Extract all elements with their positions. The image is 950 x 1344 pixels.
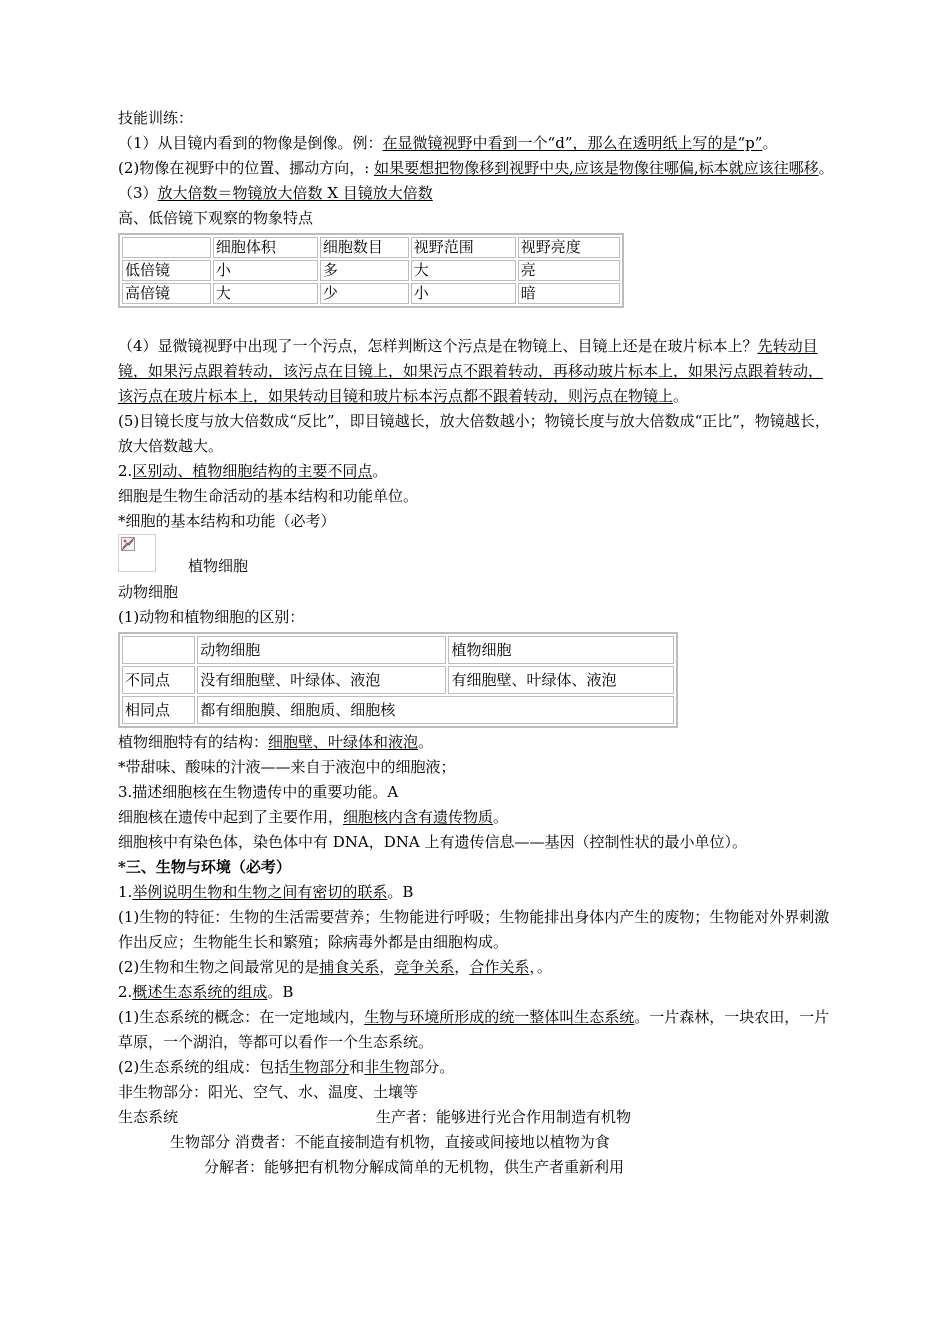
- nucleus-role: 细胞核在遗传中起到了主要作用，细胞核内含有遗传物质。: [118, 808, 509, 826]
- underlined-formula: 放大倍数＝物镜放大倍数 X 目镜放大倍数: [157, 184, 433, 202]
- table-cell: 细胞数目: [320, 237, 409, 258]
- table-cell: 暗: [518, 283, 620, 304]
- paragraph-ecosystem-composition: (2)生态系统的组成：包括生物部分和非生物部分。: [118, 1058, 455, 1076]
- underlined-predation: 捕食关系: [319, 958, 380, 976]
- table-cell: 视野亮度: [518, 237, 620, 258]
- paragraph-lens-length: (5)目镜长度与放大倍数成“反比”，即目镜越长，放大倍数越小；物镜长度与放大倍数成“正比”，物镜越长，放大倍数越大。: [118, 412, 830, 455]
- spacer: [118, 310, 836, 334]
- table-cell: 视野范围: [411, 237, 516, 258]
- underlined-section-2: 区别动、植物细胞结构的主要不同点: [132, 462, 373, 480]
- table-cell: 有细胞壁、叶绿体、液泡: [448, 666, 674, 694]
- table-cell: [122, 237, 211, 258]
- table-cell: [122, 636, 195, 664]
- producer-line: 生产者：能够进行光合作用制造有机物: [376, 1108, 632, 1126]
- table-cell: 小: [213, 260, 318, 281]
- underlined-env-2: 概述生态系统的组成: [132, 983, 268, 1001]
- table-cell: 都有细胞膜、细胞质、细胞核: [197, 696, 674, 724]
- underlined-cooperation: 合作关系: [469, 958, 530, 976]
- document-page: [118, 106, 836, 1180]
- decomposer-line: 分解者：能够把有机物分解成简单的无机物，供生产者重新利用: [204, 1158, 625, 1176]
- table2-caption: (1)动物和植物细胞的区别：: [118, 608, 305, 626]
- table-cell: 动物细胞: [197, 636, 446, 664]
- broken-image-icon: [121, 537, 135, 551]
- table-row: [122, 696, 674, 724]
- table-cell: 植物细胞: [448, 636, 674, 664]
- paragraph-move-direction: (2)物像在视野中的位置、挪动方向，: 如果要想把物像移到视野中央,应该是物像往哪偏,标本就应该往哪移。: [118, 159, 834, 177]
- animal-cell-label: 动物细胞: [118, 583, 179, 601]
- line-dna: 细胞核中有染色体，染色体中有 DNA，DNA 上有遗传信息——基因（控制性状的最小单位）。: [118, 833, 748, 851]
- env-item-2-heading: 2.概述生态系统的组成。B: [118, 983, 294, 1001]
- underlined-plant-structures: 细胞壁、叶绿体和液泡: [268, 733, 419, 751]
- section-2-heading: 2.区别动、植物细胞结构的主要不同点。: [118, 462, 388, 480]
- section-biology-environment-title: *三、生物与环境（必考）: [118, 858, 291, 876]
- underlined-move-rule: 如果要想把物像移到视野中央,应该是物像往哪偏,标本就应该往哪移: [374, 159, 819, 177]
- line-cell-unit: 细胞是生物生命活动的基本结构和功能单位。: [118, 487, 419, 505]
- plant-cell-image-area: [118, 534, 836, 574]
- plant-special-structures: 植物细胞特有的结构：细胞壁、叶绿体和液泡。: [118, 733, 434, 751]
- table-cell: 大: [411, 260, 516, 281]
- env-item-1-heading: 1.举例说明生物和生物之间有密切的联系。B: [118, 883, 414, 901]
- line-cell-structure: *细胞的基本结构和功能（必考）: [118, 512, 336, 530]
- table-cell: 没有细胞壁、叶绿体、液泡: [197, 666, 446, 694]
- table-cell: 小: [411, 283, 516, 304]
- table-cell: 高倍镜: [122, 283, 211, 304]
- underlined-env-1: 举例说明生物和生物之间有密切的联系: [132, 883, 388, 901]
- section-3-nucleus-heading: 3.描述细胞核在生物遗传中的重要功能。A: [118, 783, 399, 801]
- table-row: [122, 283, 620, 304]
- table-cell: 少: [320, 283, 409, 304]
- ecosystem-producer-row: [118, 1105, 836, 1130]
- table-cell: 低倍镜: [122, 260, 211, 281]
- underlined-example: 在显微镜视野中看到一个“d”，那么在透明纸上写的是“p”: [382, 134, 763, 152]
- consumer-line: 生物部分 消费者：不能直接制造有机物，直接或间接地以植物为食: [170, 1133, 610, 1151]
- paragraph-magnification: （3）放大倍数＝物镜放大倍数 X 目镜放大倍数: [118, 184, 433, 202]
- paragraph-life-features: (1)生物的特征：生物的生活需要营养；生物能进行呼吸；生物能排出身体内产生的废物；生物能对外界刺激作出反应；生物能生长和繁殖；除病毒外都是由细胞构成。: [118, 908, 830, 951]
- heading-skill-training: 技能训练：: [118, 109, 194, 127]
- table-row: [122, 260, 620, 281]
- paragraph-inverted-image: （1）从目镜内看到的物像是倒像。例：在显微镜视野中看到一个“d”，那么在透明纸上写的是“p”。: [118, 134, 778, 152]
- ecosystem-label: 生态系统: [118, 1108, 179, 1126]
- paragraph-relations: (2)生物和生物之间最常见的是捕食关系，竞争关系，合作关系，。: [118, 958, 552, 976]
- underlined-competition: 竞争关系: [394, 958, 455, 976]
- table-cell: 不同点: [122, 666, 195, 694]
- table-header-row: [122, 237, 620, 258]
- table-cell: 细胞体积: [213, 237, 318, 258]
- underlined-ecosystem-definition: 生物与环境所形成的统一整体叫生态系统: [364, 1008, 635, 1026]
- cell-comparison-table: [118, 632, 678, 728]
- table-cell: 多: [320, 260, 409, 281]
- table-cell: 亮: [518, 260, 620, 281]
- underlined-dirt-method: 先转动目镜，如果污点跟着转动，该污点在目镜上，如果污点不跟着转动，再移动玻片标本上，如果污点跟着转动，该污点在玻片标本上，如果转动目镜和玻片标本污点都不跟着转动，则污点在物镜上: [118, 337, 824, 405]
- table-header-row: [122, 636, 674, 664]
- magnification-comparison-table: [118, 233, 624, 308]
- underlined-nucleus: 细胞核内含有遗传物质: [343, 808, 494, 826]
- line-juice: *带甜味、酸味的汁液——来自于液泡中的细胞液；: [118, 758, 456, 776]
- line-nonbiotic: 非生物部分：阳光、空气、水、温度、土壤等: [118, 1083, 419, 1101]
- table-cell: 大: [213, 283, 318, 304]
- broken-image-icon: [118, 534, 156, 572]
- table-cell: 相同点: [122, 696, 195, 724]
- table-row: [122, 666, 674, 694]
- paragraph-dirt-spot: （4）显微镜视野中出现了一个污点，怎样判断这个污点是在物镜上、目镜上还是在玻片标本上？先转动目镜，如果污点跟着转动，该污点在目镜上，如果污点不跟着转动，再移动玻片标本上，如果污点跟着转动，该污点在玻片标本上，如果转动目镜和玻片标本污点都不跟着转动，则污点在物镜上。: [118, 337, 824, 405]
- plant-cell-caption: 植物细胞: [188, 557, 249, 575]
- underlined-abiotic: 非生物: [364, 1058, 410, 1076]
- paragraph-ecosystem-concept: (1)生态系统的概念：在一定地域内，生物与环境所形成的统一整体叫生态系统。一片森林，一块农田，一片草原，一个湖泊，等都可以看作一个生态系统。: [118, 1008, 830, 1051]
- underlined-biotic: 生物部分: [289, 1058, 350, 1076]
- table1-caption: 高、低倍镜下观察的物象特点: [118, 209, 314, 227]
